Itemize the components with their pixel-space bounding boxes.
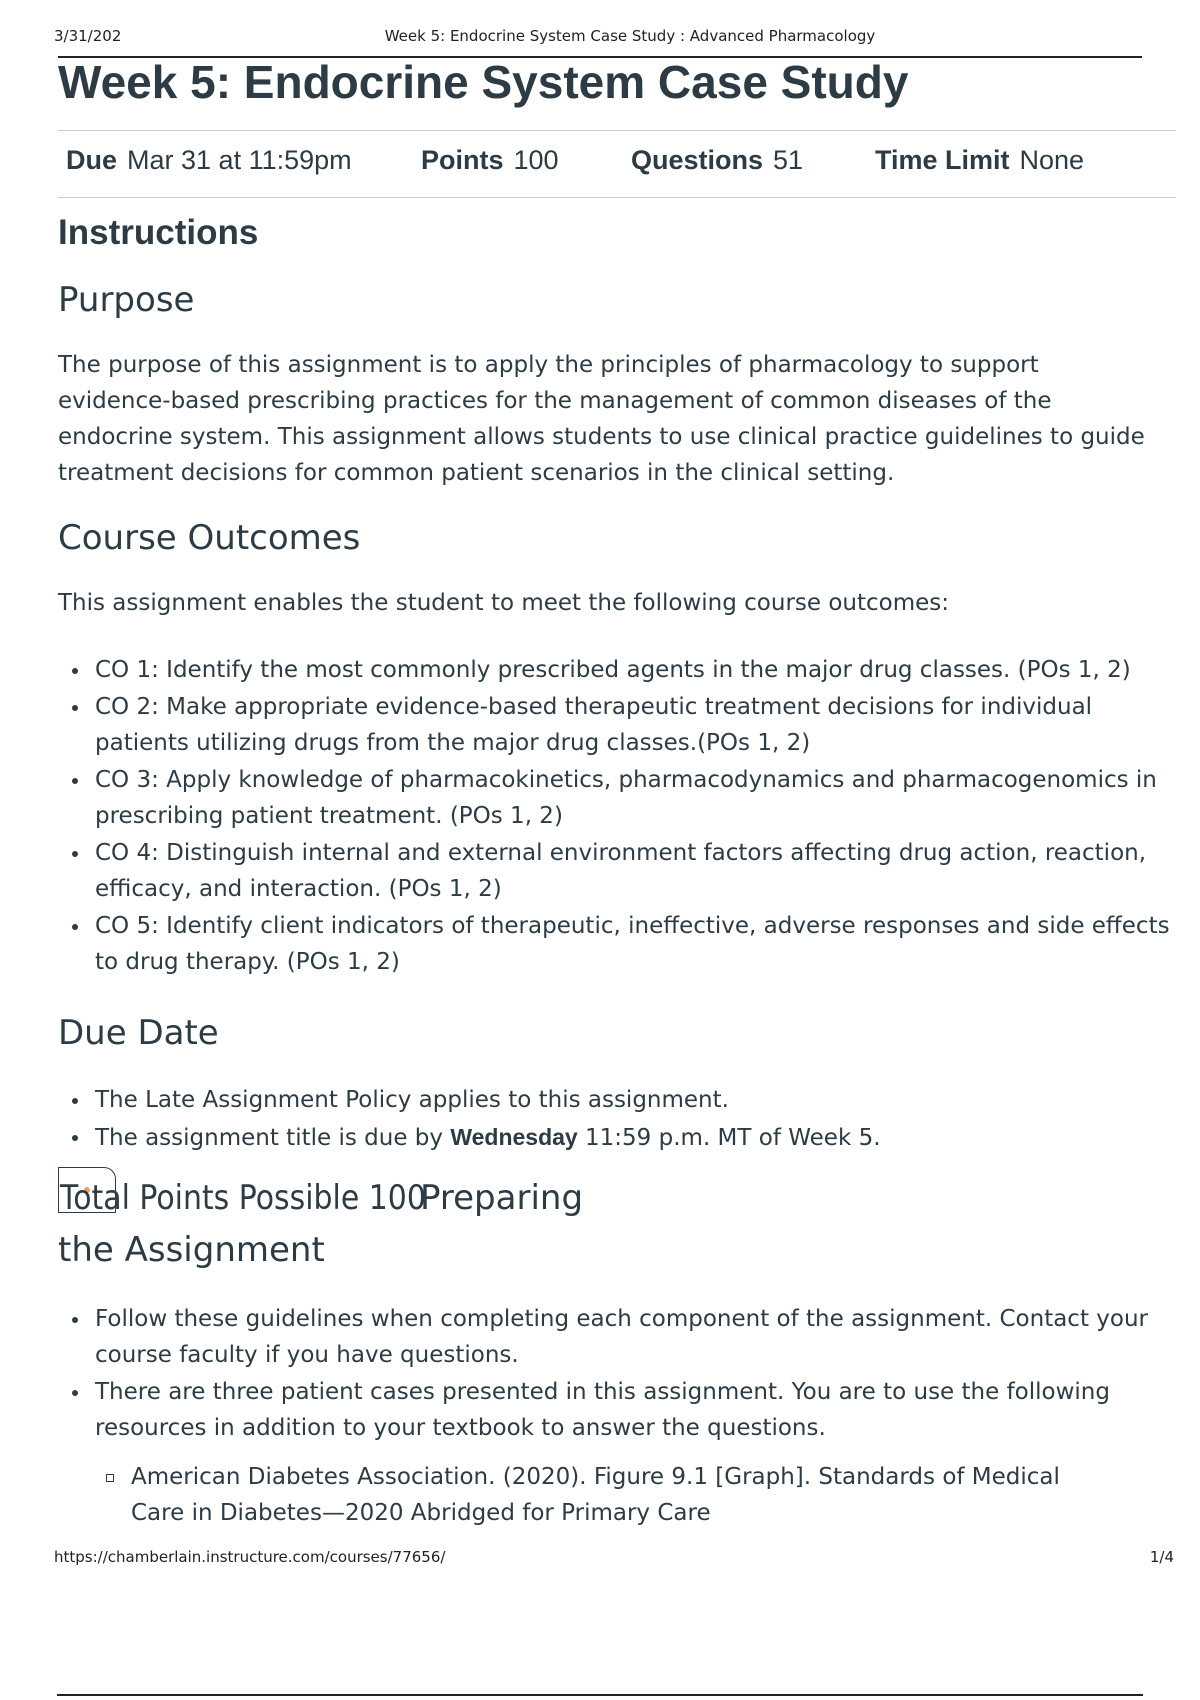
time-limit-value: None	[1019, 145, 1085, 175]
preparing-item: Follow these guidelines when completing each component of the assignment. Contact your course faculty if you have questions.	[58, 1301, 1178, 1373]
course-outcomes-list	[58, 652, 1178, 981]
due-date-heading: Due Date	[58, 1013, 219, 1053]
due-day: Wednesday	[450, 1124, 578, 1150]
questions-value: 51	[773, 145, 804, 175]
course-outcome-item: CO 2: Make appropriate evidence-based therapeutic treatment decisions for individual patients utilizing drugs from the major drug classes.(POs 1, 2)	[58, 689, 1178, 761]
course-outcome-item: CO 1: Identify the most commonly prescribed agents in the major drug classes. (POs 1, 2)	[58, 652, 1178, 688]
due-label: Due	[66, 145, 118, 175]
points-detail	[421, 145, 559, 176]
due-date-item-suffix: 11:59 p.m. MT of Week 5.	[577, 1125, 881, 1151]
page-title: Week 5: Endocrine System Case Study	[58, 56, 909, 108]
resource-item: American Diabetes Association. (2020). Figure 9.1 [Graph]. Standards of Medical Care in Diabetes—2020 Abridged for Primary Care	[94, 1459, 1094, 1531]
points-label: Points	[421, 145, 504, 175]
preparing-list	[58, 1301, 1178, 1447]
bottom-divider	[57, 1694, 1143, 1696]
preparing-heading-line1: Preparing	[420, 1178, 584, 1218]
questions-detail	[631, 145, 803, 176]
course-outcomes-heading: Course Outcomes	[58, 518, 361, 558]
print-date: 3/31/202	[54, 27, 122, 45]
course-outcomes-intro: This assignment enables the student to meet the following course outcomes:	[58, 590, 950, 616]
course-outcome-item: CO 3: Apply knowledge of pharmacokinetics, pharmacodynamics and pharmacogenomics in prescribing patient treatment. (POs 1, 2)	[58, 762, 1178, 834]
purpose-text: The purpose of this assignment is to apply the principles of pharmacology to support evidence-based prescribing practices for the management of common diseases of the endocrine system. This assignment allows students to use clinical practice guidelines to guide treatment decisions for common patient scenarios in the clinical setting.	[58, 352, 1145, 486]
due-date-list	[58, 1082, 1178, 1157]
due-value: Mar 31 at 11:59pm	[127, 145, 352, 175]
due-date-item: The Late Assignment Policy applies to this assignment.	[58, 1082, 1178, 1118]
due-detail	[66, 145, 352, 176]
course-outcome-item: CO 4: Distinguish internal and external environment factors affecting drug action, reaction, efficacy, and interaction. (POs 1, 2)	[58, 835, 1178, 907]
time-limit-detail	[875, 145, 1084, 176]
questions-label: Questions	[631, 145, 764, 175]
due-date-item	[58, 1119, 1178, 1156]
assignment-details	[58, 130, 1176, 198]
points-value: 100	[513, 145, 559, 175]
total-points-heading: Total Points Possible 100	[60, 1178, 426, 1218]
purpose-heading: Purpose	[58, 280, 195, 320]
due-date-item-prefix: The assignment title is due by	[95, 1125, 451, 1151]
resources-list	[94, 1459, 1094, 1531]
course-outcome-item: CO 5: Identify client indicators of therapeutic, ineffective, adverse responses and side effects to drug therapy. (POs 1, 2)	[58, 908, 1178, 980]
print-page-number: 1/4	[1149, 1548, 1174, 1566]
preparing-heading-line2: the Assignment	[58, 1230, 325, 1270]
print-header-title: Week 5: Endocrine System Case Study : Advanced Pharmacology	[384, 27, 876, 45]
instructions-heading: Instructions	[58, 213, 259, 252]
preparing-item: There are three patient cases presented in this assignment. You are to use the following resources in addition to your textbook to answer the questions.	[58, 1374, 1178, 1446]
time-limit-label: Time Limit	[875, 145, 1010, 175]
print-footer-url: https://chamberlain.instructure.com/courses/77656/	[54, 1548, 446, 1566]
